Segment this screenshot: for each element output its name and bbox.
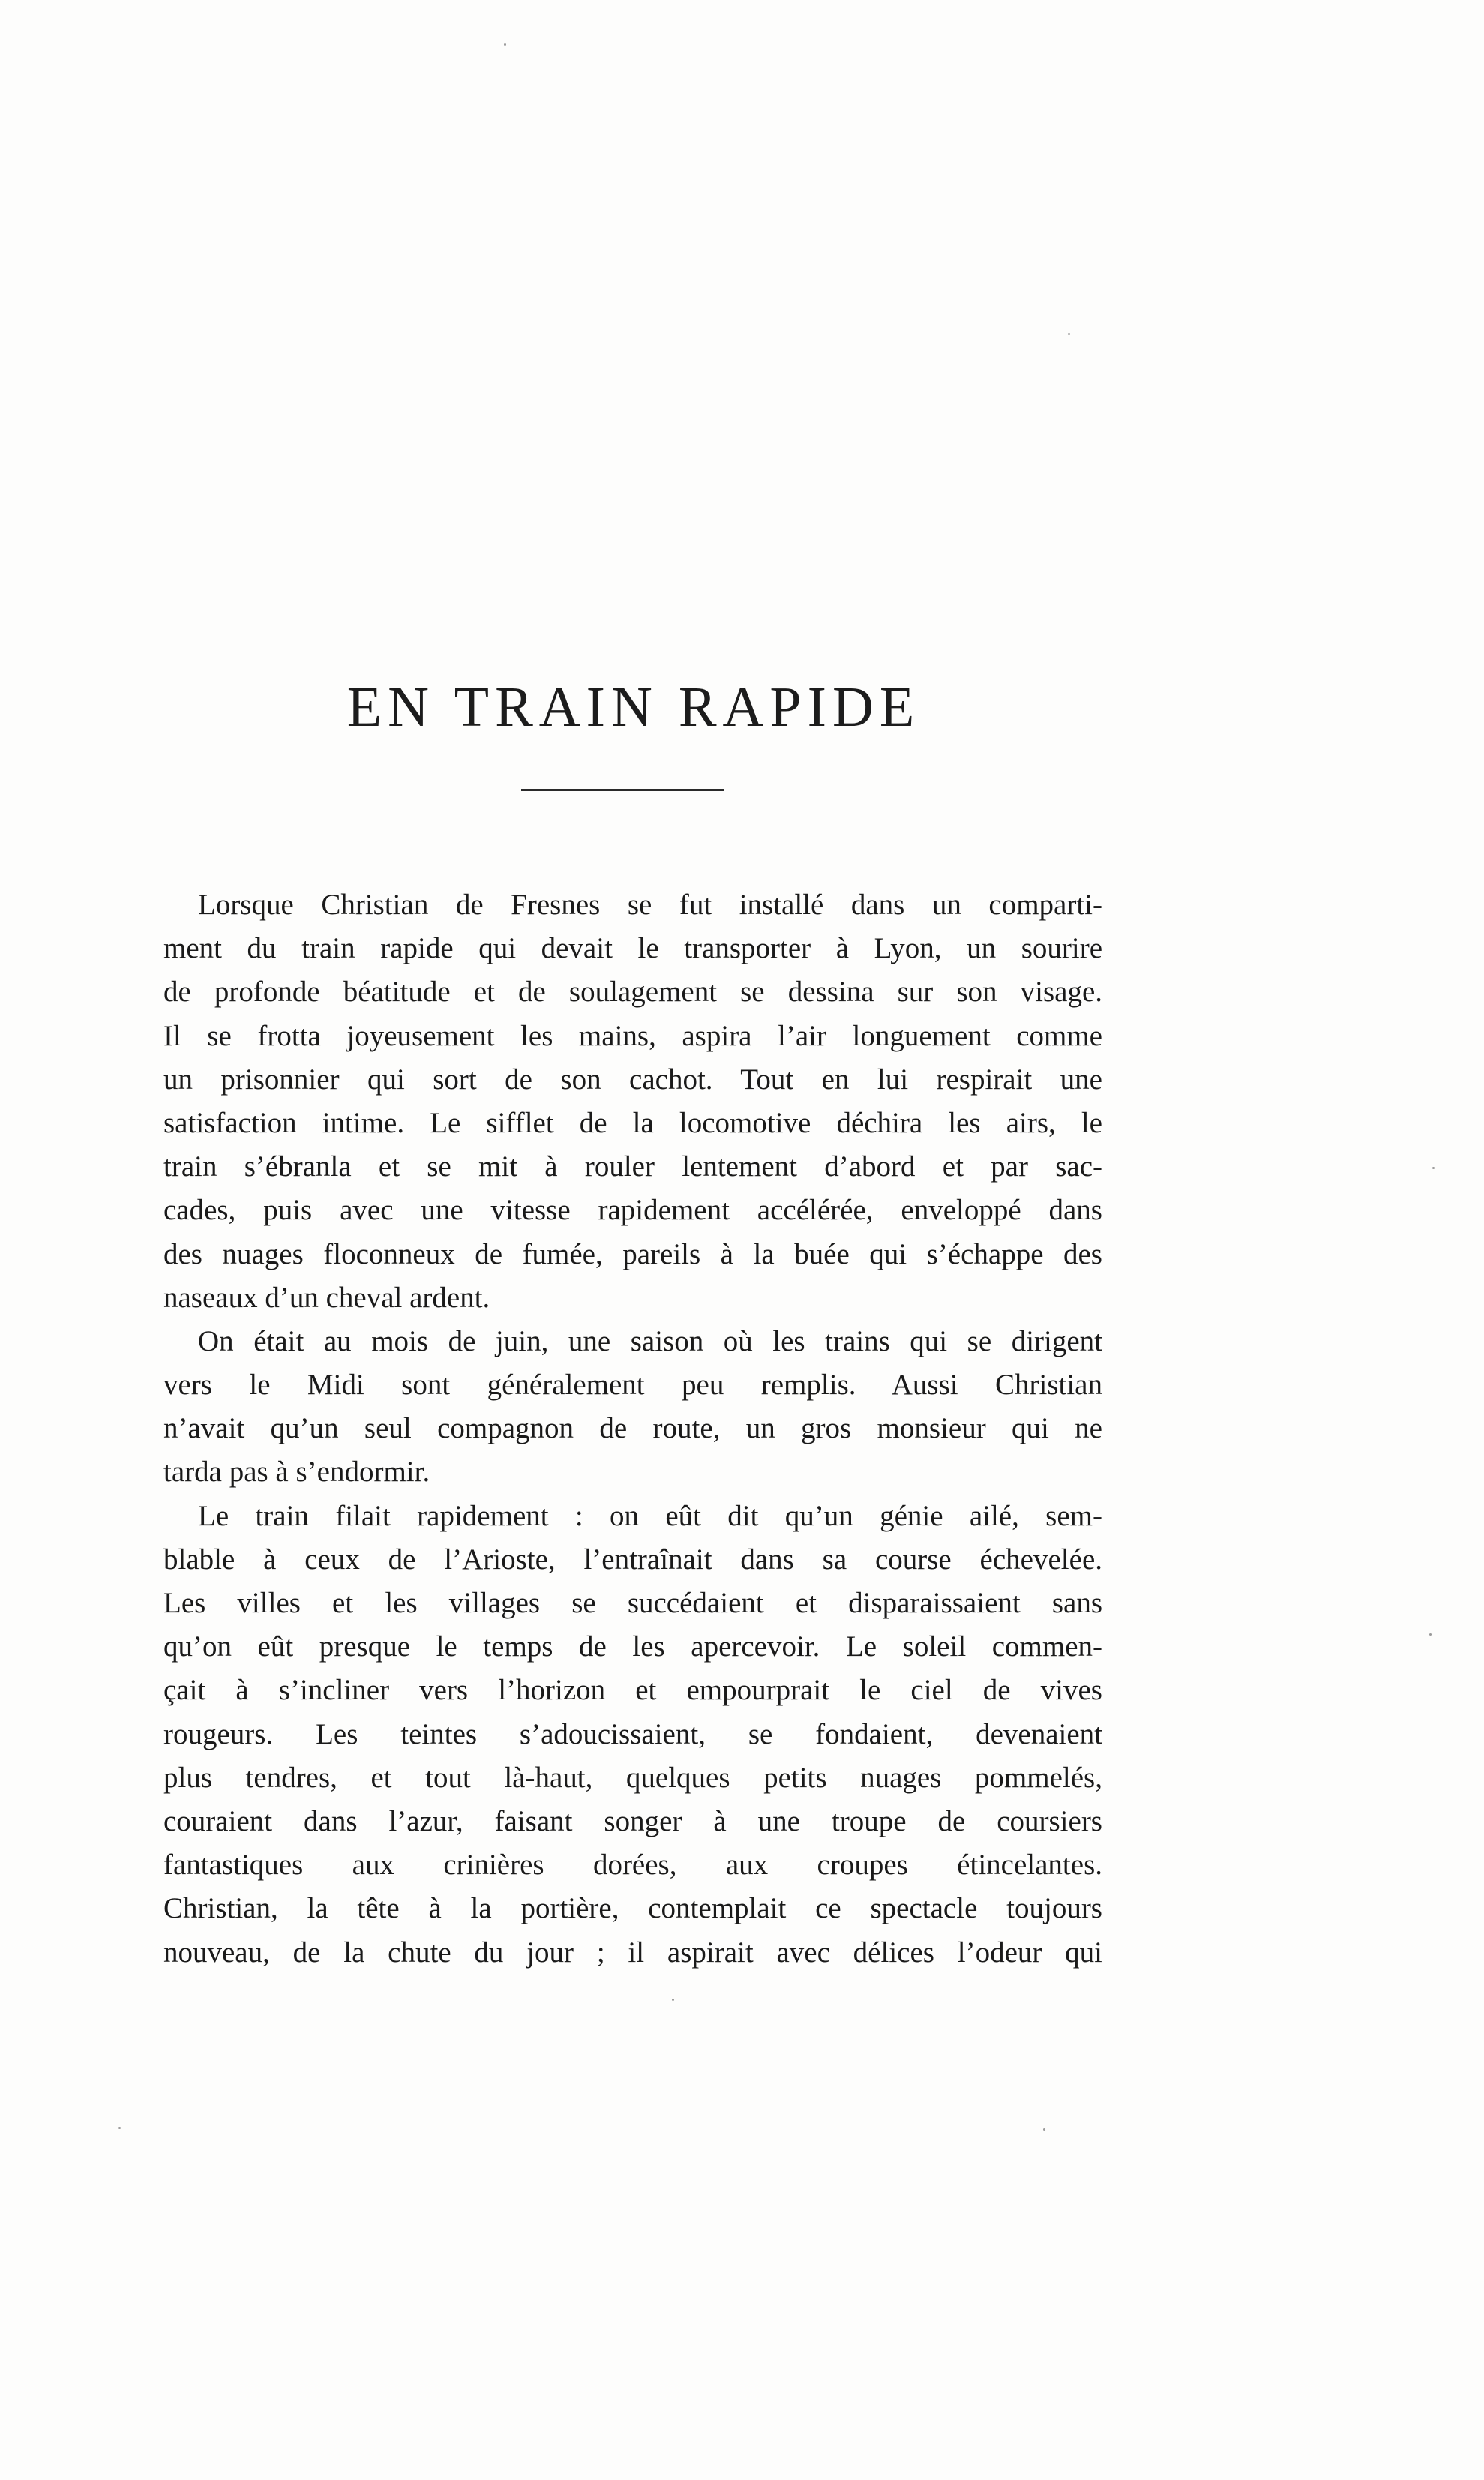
text-line: n’avait qu’un seul compagnon de route, un gros monsieur qui ne [163,1412,1102,1445]
text-line: Lorsque Christian de Fresnes se fut installé dans un comparti- [198,889,1102,921]
paragraph-3 [163,1495,1102,1975]
text-line: train s’ébranla et se mit à rouler lentement d’abord et par sac- [163,1150,1102,1183]
text-line: çait à s’incliner vers l’horizon et empourprait le ciel de vives [163,1674,1102,1707]
scan-speck [672,1999,674,2001]
title-rule [521,789,724,791]
paragraph-2 [163,1320,1102,1495]
text-line: nouveau, de la chute du jour ; il aspirait avec délices l’odeur qui [163,1936,1102,1969]
text-line: Christian, la tête à la portière, contemplait ce spectacle toujours [163,1892,1102,1925]
scan-speck [1068,333,1070,335]
scan-speck [1043,2128,1045,2131]
text-line: Le train filait rapidement : on eût dit qu’un génie ailé, sem- [198,1499,1102,1532]
text-line: ment du train rapide qui devait le transporter à Lyon, un sourire [163,932,1102,965]
text-line: plus tendres, et tout là-haut, quelques petits nuages pommelés, [163,1761,1102,1794]
chapter-title: EN TRAIN RAPIDE [346,676,921,739]
text-line: naseaux d’un cheval ardent. [163,1281,490,1314]
chapter-body [163,883,1102,1975]
text-line: On était au mois de juin, une saison où les trains qui se dirigent [198,1324,1102,1357]
scan-speck [504,43,506,46]
paragraph-1 [163,883,1102,1320]
text-line: des nuages floconneux de fumée, pareils à la buée qui s’échappe des [163,1237,1102,1270]
scan-speck [118,2127,121,2129]
text-line: cades, puis avec une vitesse rapidement accélérée, enveloppé dans [163,1194,1102,1227]
text-line: blable à ceux de l’Arioste, l’entraînait dans sa course échevelée. [163,1543,1102,1576]
text-line: de profonde béatitude et de soulagement se dessina sur son visage. [163,976,1102,1009]
text-line: fantastiques aux crinières dorées, aux croupes étincelantes. [163,1849,1102,1882]
scan-speck [1432,1167,1435,1169]
text-line: rougeurs. Les teintes s’adoucissaient, se fondaient, devenaient [163,1717,1102,1750]
text-line: un prisonnier qui sort de son cachot. Tout en lui respirait une [163,1063,1102,1096]
text-line: couraient dans l’azur, faisant songer à une troupe de coursiers [163,1804,1102,1837]
text-line: Il se frotta joyeusement les mains, aspira l’air longuement comme [163,1019,1102,1052]
text-line: Les villes et les villages se succédaient et disparaissaient sans [163,1587,1102,1619]
text-line: tarda pas à s’endormir. [163,1456,430,1489]
scan-speck [1429,1633,1432,1636]
text-line: vers le Midi sont généralement peu remplis. Aussi Christian [163,1369,1102,1402]
text-line: qu’on eût presque le temps de les apercevoir. Le soleil commen- [163,1630,1102,1663]
text-line: satisfaction intime. Le sifflet de la locomotive déchira les airs, le [163,1106,1102,1139]
